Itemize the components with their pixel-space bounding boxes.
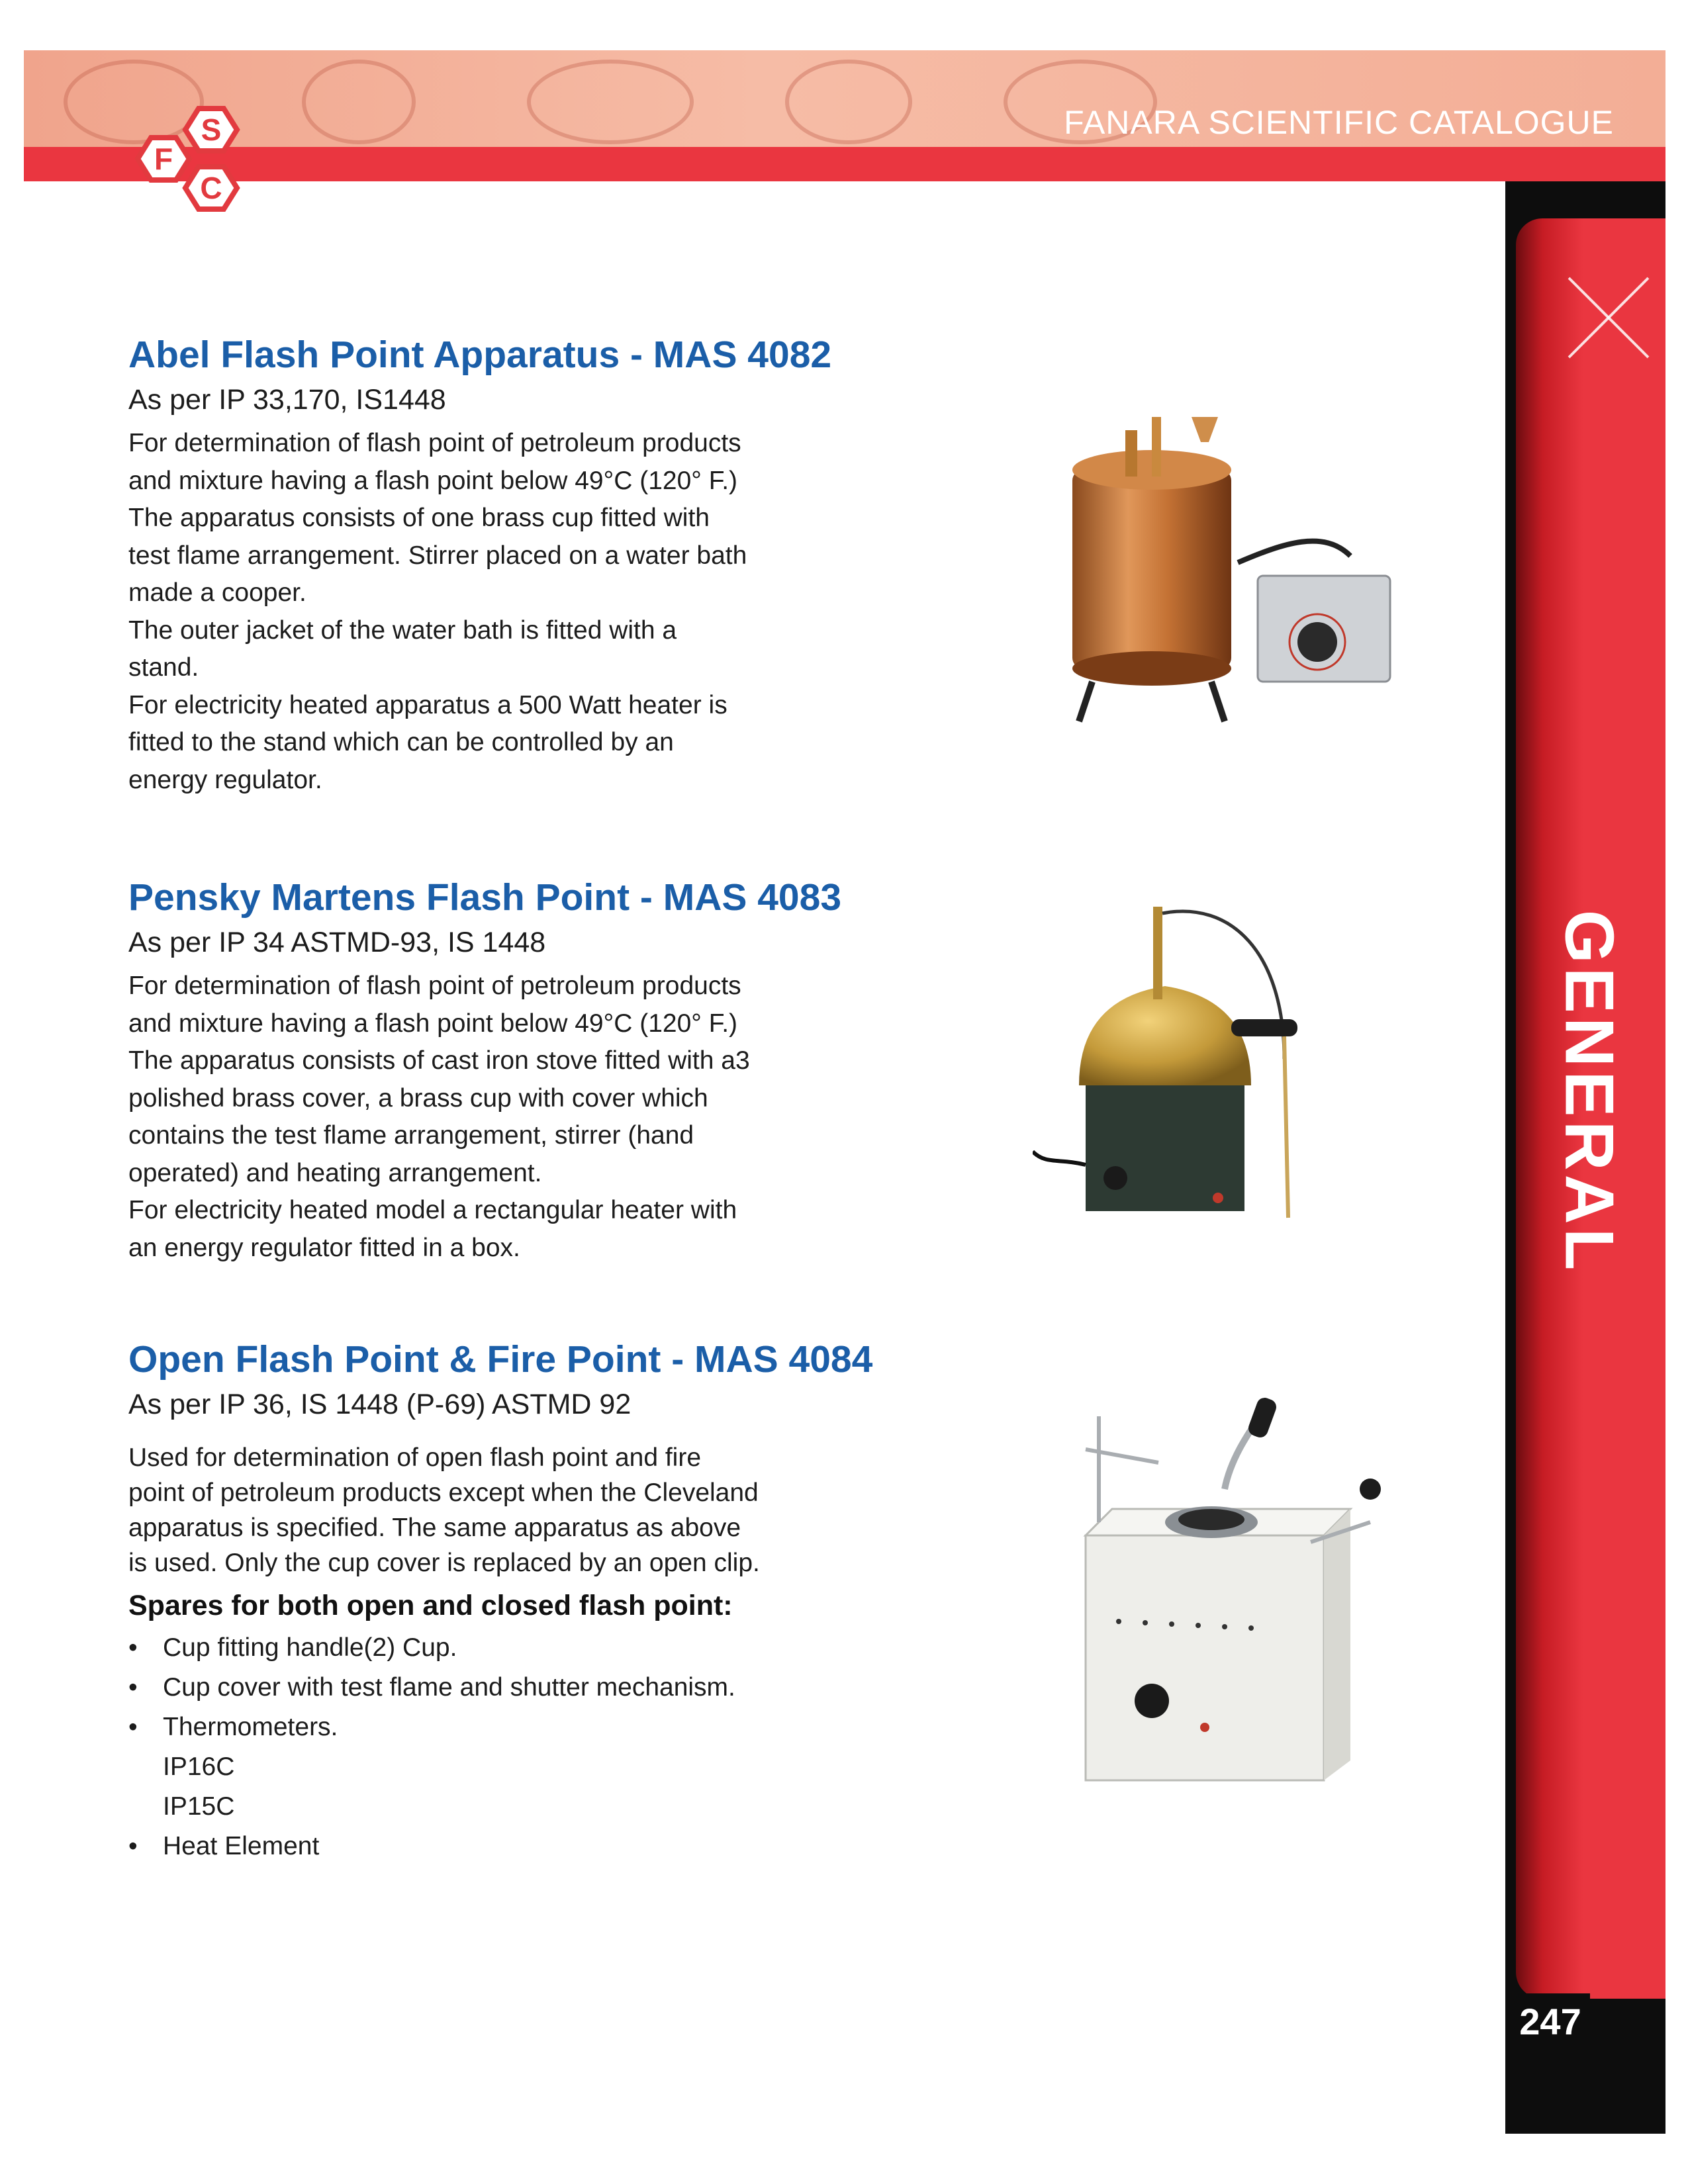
- description-line: polished brass cover, a brass cup with cover which: [128, 1083, 708, 1113]
- description-line: Used for determination of open flash point and fire: [128, 1443, 702, 1472]
- logo-letter-s: S: [201, 113, 222, 147]
- lab-equipment-decoration: [785, 60, 912, 144]
- spares-subitem: IP15C: [163, 1792, 235, 1821]
- spares-item: • Heat Element: [128, 1827, 1042, 1866]
- spares-title: Spares for both open and closed flash point:: [128, 1590, 733, 1621]
- logo-letter-c: C: [200, 171, 222, 205]
- product-title: Open Flash Point & Fire Point - MAS 4084: [128, 1338, 873, 1381]
- product-open-flash-point: [128, 1337, 1042, 1866]
- product-title: Abel Flash Point Apparatus - MAS 4082: [128, 334, 832, 376]
- spares-list: [128, 1628, 1042, 1866]
- description-line: For determination of flash point of petroleum products: [128, 429, 741, 457]
- description-line: and mixture having a flash point below 49°C (120° F.): [128, 466, 738, 495]
- description-line: is used. Only the cup cover is replaced by an open clip.: [128, 1549, 760, 1577]
- product-pensky-martens: [128, 875, 1042, 1267]
- spares-item: • Cup cover with test flame and shutter mechanism.: [128, 1668, 1042, 1707]
- catalogue-title: FANARA SCIENTIFIC CATALOGUE: [1064, 104, 1614, 141]
- description-line: point of petroleum products except when the Cleveland: [128, 1479, 759, 1507]
- description-line: The apparatus consists of one brass cup fitted with: [128, 504, 710, 532]
- product-title: Pensky Martens Flash Point - MAS 4083: [128, 876, 842, 919]
- description-line: For determination of flash point of petroleum products: [128, 972, 741, 1000]
- product-abel: [128, 332, 1042, 799]
- description-line: stand.: [128, 653, 199, 682]
- product-standard: As per IP 33,170, IS1448: [128, 384, 446, 416]
- description-line: The outer jacket of the water bath is fitted with a: [128, 615, 677, 645]
- product-standard: As per IP 34 ASTMD-93, IS 1448: [128, 927, 546, 958]
- spares-item: • Thermometers.: [128, 1707, 1042, 1747]
- description-line: made a cooper.: [128, 578, 306, 607]
- description-line: contains the test flame arrangement, stirrer (hand: [128, 1121, 694, 1150]
- description-line: For electricity heated apparatus a 500 Watt heater is: [128, 690, 727, 719]
- logo-hexagon-f: [138, 138, 189, 180]
- lab-equipment-decoration: [302, 60, 416, 144]
- description-line: operated) and heating arrangement.: [128, 1158, 542, 1187]
- spares-subitem: IP16C: [163, 1752, 235, 1781]
- logo-hexagon-s: [185, 109, 237, 151]
- description-line: The apparatus consists of cast iron stove fitted with a3: [128, 1046, 750, 1075]
- spares-item: • Cup fitting handle(2) Cup.: [128, 1628, 1042, 1668]
- description-line: For electricity heated model a rectangular heater with: [128, 1196, 737, 1224]
- section-label: GENERAL: [1550, 909, 1628, 1275]
- fsc-logo: [124, 105, 270, 237]
- description-line: energy regulator.: [128, 765, 322, 794]
- header-red-strip: [24, 147, 1665, 181]
- product-description: [128, 968, 1042, 1267]
- product-description: [128, 1440, 1042, 1580]
- logo-letter-f: F: [154, 142, 173, 176]
- cross-decoration-icon: [1562, 271, 1655, 364]
- page-number: 247: [1511, 1993, 1590, 2050]
- pensky-martens-apparatus-image: [1033, 887, 1350, 1231]
- description-line: apparatus is specified. The same apparatus as above: [128, 1514, 741, 1542]
- logo-hexagon-c: [185, 167, 237, 209]
- description-line: test flame arrangement. Stirrer placed on a water bath: [128, 541, 747, 570]
- lab-equipment-decoration: [527, 60, 694, 144]
- open-flash-point-apparatus-image: [1072, 1390, 1417, 1800]
- description-line: and mixture having a flash point below 49°C (120° F.): [128, 1009, 738, 1038]
- product-description: [128, 425, 1042, 799]
- description-line: an energy regulator fitted in a box.: [128, 1233, 520, 1262]
- product-standard: As per IP 36, IS 1448 (P-69) ASTMD 92: [128, 1388, 632, 1420]
- description-line: fitted to the stand which can be controlled by an: [128, 728, 674, 756]
- abel-apparatus-image: [1046, 390, 1443, 735]
